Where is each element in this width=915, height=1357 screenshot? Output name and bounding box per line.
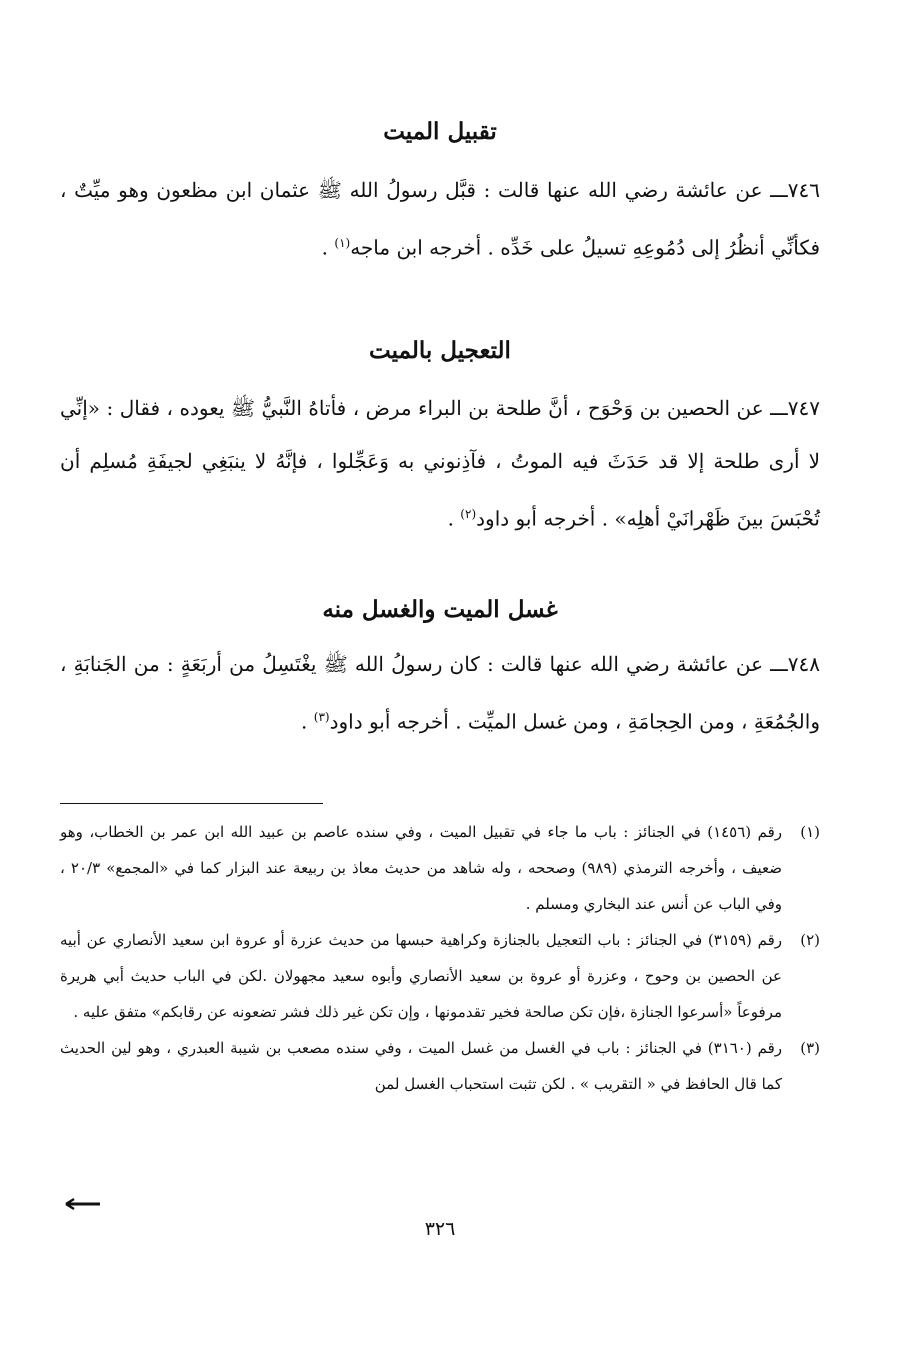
footnote-ref: (٢) [460, 507, 477, 521]
footnote-text: رقم (٣١٦٠) في الجنائز : باب في الغسل من غسل الميت ، وفي سنده مصعب بن شيبة العبدري ، وهو لين الحديث كما قال الحافظ في « التقريب » . لكن تثبت استحباب الغسل لمن [60, 1039, 782, 1093]
hadith-number: ٧٤٦ [787, 178, 820, 202]
footnote-text: رقم (١٤٥٦) في الجنائز : باب ما جاء في تقبيل الميت ، وفي سنده عاصم بن عبيد الله ابن عمر بن الخطاب، وهو ضعيف ، وأخرجه الترمذي (٩٨٩) وصححه ، وله شاهد من حديث معاذ بن ربيعة عند البزار كما في «المجمع» ٢٠/٣ ، وفي الباب عن أنس عند البخاري ومسلم . [60, 823, 783, 913]
hadith-end: . [321, 235, 335, 260]
hadith-text: ـــ عن الحصين بن وَحْوَح ، أنَّ طلحة بن البراء مرض ، فأتاهُ النَّبيُّ ﷺ يعوده ، فقال : «إنِّي لا أرى طلحة إلا قد حَدَثَ فيه الموتُ ، فآذِنوني به وَعَجِّلوا ، فإنَّهُ لا ينبَغِي لجيفَةِ مُسلِم أن تُحْبَسَ بينَ ظَهْرانَيْ أهلِه» . أخرجه أبو داود [60, 396, 820, 531]
footnote-divider [60, 803, 323, 804]
footnote-number: (٣) [800, 1039, 820, 1057]
footnote-ref: (٣) [313, 710, 330, 724]
page-number: ٣٢٦ [424, 1218, 456, 1240]
footnotes [60, 814, 820, 1102]
footnote-ref: (١) [334, 236, 351, 250]
hadith-746 [60, 164, 820, 314]
footnote-text: رقم (٣١٥٩) في الجنائز : باب التعجيل بالجنازة وكراهية حبسها من حديث عزرة أو عروة ابن سعيد الأنصاري عن أبيه عن الحصين بن وحوح ، وعزرة أو عروة بن سعيد الأنصاري وأبوه سعيد مجهولان .لكن في الباب حديث أبي هريرة مرفوعاً «أسرعوا الجنازة ،فإن تكن صالحة فخير تقدمونها ، وإن تكن غير ذلك فشر تضعونه عن رقابكم» متفق عليه . [60, 931, 782, 1021]
section-title-hastening: التعجيل بالميت [369, 337, 511, 364]
hadith-number: ٧٤٧ [787, 396, 820, 420]
hadith-end: . [301, 709, 314, 734]
hadith-747 [60, 382, 820, 587]
book-page [60, 0, 820, 1357]
hadith-end: . [447, 506, 461, 531]
footnote-1 [60, 814, 820, 922]
footnote-number: (١) [800, 823, 820, 841]
hadith-text: ـــ عن عائشة رضي الله عنها قالت : كان رسولُ الله ﷺ يغْتَسِلُ من أربَعَةٍ : من الجَنابَةِ ، والجُمُعَةِ ، ومن الحِجامَةِ ، ومن غسل الميِّت . أخرجه أبو داود [60, 652, 820, 734]
section-title-washing: غسل الميت والغسل منه [322, 596, 558, 623]
footnote-number: (٢) [800, 931, 820, 949]
footnote-2 [60, 922, 820, 1030]
hadith-number: ٧٤٨ [787, 652, 820, 676]
hadith-748 [60, 638, 820, 793]
section-title-kissing-deceased: تقبيل الميت [383, 118, 497, 145]
footnote-3 [60, 1030, 820, 1102]
hadith-text: ـــ عن عائشة رضي الله عنها قالت : قبَّل رسولُ الله ﷺ عثمان ابن مظعون وهو ميِّتٌ ، فكأنِّي أنظُرُ إلى دُمُوعِهِ تسيلُ على خَدِّه . أخرجه ابن ماجه [60, 178, 820, 260]
